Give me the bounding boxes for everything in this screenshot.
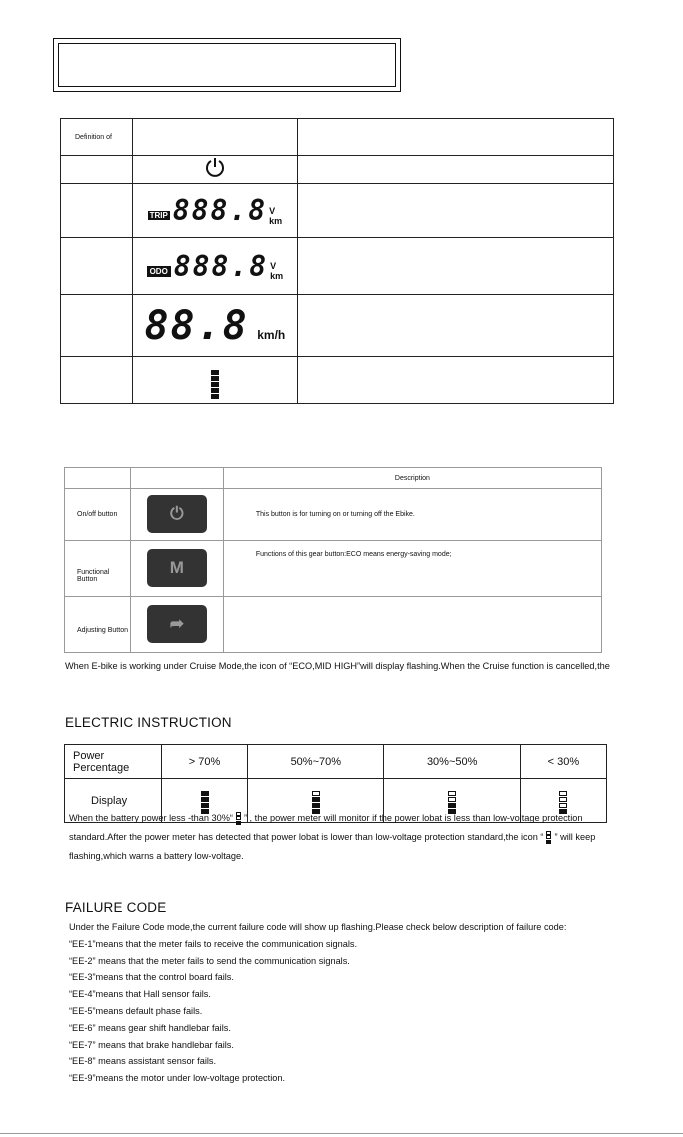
- button-table: [64, 467, 602, 653]
- failure-code-list: [69, 919, 566, 1087]
- failure-intro: Under the Failure Code mode,the current failure code will show up flashing.Please check below description of failure code:: [69, 922, 567, 932]
- level-4: < 30%: [520, 745, 606, 779]
- electric-instruction-heading: ELECTRIC INSTRUCTION: [65, 715, 232, 730]
- failure-item: “EE-5”means default phase fails.: [69, 1005, 203, 1016]
- arrow-icon: ➦: [169, 613, 185, 633]
- speed-unit: km/h: [257, 327, 286, 342]
- display-label: Display: [65, 779, 162, 823]
- failure-item: “EE-8” means assistant sensor fails.: [69, 1056, 217, 1067]
- description-header: Description: [223, 468, 601, 489]
- failure-item: “EE-6” means gear shift handlebar fails.: [69, 1022, 231, 1033]
- battery-bars-icon: [211, 370, 219, 399]
- onoff-button-description: This button is for turning on or turning off the Ebike.: [223, 489, 601, 541]
- bottom-rule: [0, 1133, 683, 1134]
- functional-button-description: Functions of this gear button:ECO means energy-saving mode;: [223, 541, 601, 597]
- failure-item: “EE-7” means that brake handlebar fails.: [69, 1039, 234, 1050]
- power-percentage-label: Power Percentage: [65, 745, 162, 779]
- trip-unit-v: V: [269, 205, 276, 216]
- level-2: 50%~70%: [248, 745, 384, 779]
- adjusting-button-description: [223, 597, 601, 653]
- failure-item: “EE-2” means that the meter fails to send the communication signals.: [69, 955, 350, 966]
- onoff-button-photo: [147, 495, 207, 533]
- functional-button-photo: [147, 549, 207, 587]
- power-icon: [204, 156, 226, 178]
- failure-item: “EE-9”means the motor under low-voltage protection.: [69, 1073, 286, 1084]
- failure-code-heading: FAILURE CODE: [65, 900, 167, 915]
- trip-unit-km: km: [269, 215, 283, 226]
- cruise-mode-note: When E-bike is working under Cruise Mode,the icon of “ECO,MID HIGH”will display flashing.When the Cruise function is cancelled,the: [65, 661, 610, 671]
- adjusting-button-photo: [147, 605, 207, 643]
- odo-unit-km: km: [270, 271, 284, 282]
- onoff-button-label: On/off button: [65, 489, 131, 541]
- odo-digits: 888.8: [173, 249, 269, 283]
- trip-digits: 888.8: [172, 194, 268, 227]
- battery-paragraph-line1: When the battery power less -than 30%“ ” , the power meter will monitor if the power lobat is less than low-voltage protection: [69, 809, 583, 828]
- odo-badge: ODO: [147, 266, 171, 277]
- adjusting-button-label: Adjusting Button: [65, 597, 131, 653]
- functional-button-label: Functional Button: [65, 541, 131, 597]
- odo-unit-v: V: [270, 261, 277, 272]
- level-1: > 70%: [162, 745, 248, 779]
- failure-item: “EE-1”means that the meter fails to receive the communication signals.: [69, 938, 358, 949]
- trip-badge: TRIP: [149, 211, 168, 221]
- level-3: 30%~50%: [384, 745, 520, 779]
- speed-digits: 88.8: [144, 302, 249, 349]
- battery-paragraph-line2: standard.After the power meter has detected that power lobat is lower than low-voltage protection standard,the icon “ ” will keep: [69, 828, 595, 847]
- battery-low-icon: [236, 812, 241, 826]
- failure-item: “EE-3”means that the control board fails.: [69, 972, 234, 983]
- title-frame-inner: [58, 43, 396, 87]
- power-icon: ⏻: [170, 503, 184, 523]
- display-definition-table: [60, 118, 614, 404]
- definition-header: Definition of: [61, 119, 133, 156]
- battery-low-icon: [546, 831, 551, 845]
- failure-item: “EE-4”means that Hall sensor fails.: [69, 989, 211, 1000]
- battery-paragraph-line3: flashing,which warns a battery low-voltage.: [69, 851, 244, 861]
- m-icon: M: [169, 557, 184, 577]
